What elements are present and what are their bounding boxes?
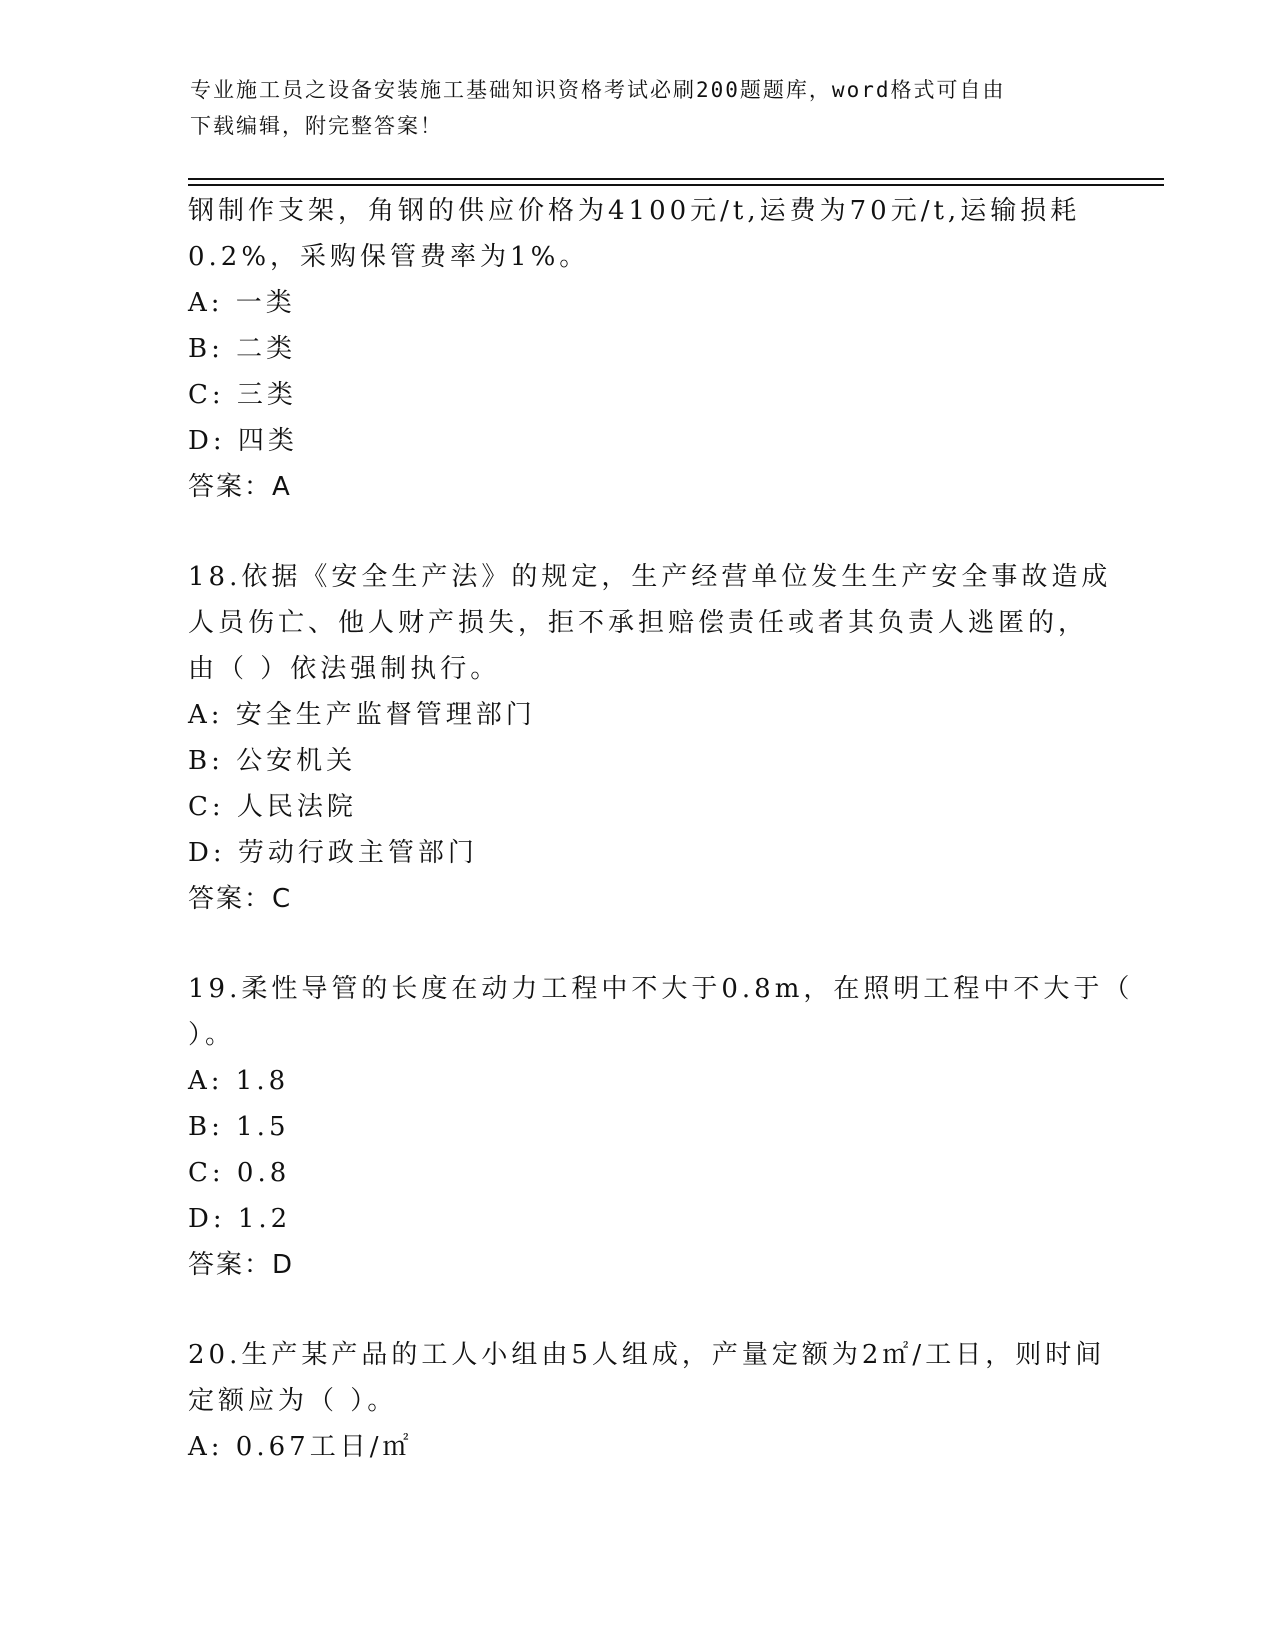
question-19-line-2: ）。 (188, 1020, 236, 1050)
header-line-2: 下载编辑，附完整答案！ (190, 114, 443, 138)
header-rule-top (188, 178, 1164, 180)
question-17-line-1: 钢制作支架，角钢的供应价格为4100元/t,运费为70元/t,运输损耗 (188, 196, 1081, 226)
question-18-line-1: 18.依据《安全生产法》的规定，生产经营单位发生生产安全事故造成 (188, 562, 1112, 592)
header-line-1: 专业施工员之设备安装施工基础知识资格考试必刷200题题库，word格式可自由 (190, 78, 1006, 102)
question-18-answer: 答案：C (188, 884, 293, 914)
question-18-option-b: B: 公安机关 (188, 746, 357, 776)
question-17 (188, 188, 1118, 510)
question-17-option-b: B: 二类 (188, 334, 297, 364)
question-19-option-d: D: 1.2 (188, 1204, 292, 1234)
question-17-option-c: C: 三类 (188, 380, 297, 410)
question-18-option-a: A: 安全生产监督管理部门 (188, 700, 536, 730)
question-19-option-b: B: 1.5 (188, 1112, 290, 1142)
question-content (188, 188, 1134, 1470)
question-20-line-1: 20.生产某产品的工人小组由5人组成，产量定额为2㎡/工日，则时间 (188, 1340, 1106, 1370)
spacer (188, 922, 1118, 966)
question-19-answer: 答案：D (188, 1250, 295, 1280)
question-17-answer: 答案：A (188, 472, 292, 502)
question-19-line-1: 19.柔性导管的长度在动力工程中不大于0.8m，在照明工程中不大于（ (188, 974, 1134, 1004)
question-17-option-d: D: 四类 (188, 426, 298, 456)
question-18-line-2: 人员伤亡、他人财产损失，拒不承担赔偿责任或者其负责人逃匿的， (188, 608, 1089, 638)
question-20 (188, 1332, 1118, 1470)
spacer (188, 1288, 1118, 1332)
question-17-option-a: A: 一类 (188, 288, 296, 318)
question-20-option-a: A: 0.67工日/㎡ (188, 1432, 413, 1462)
document-header (190, 72, 1090, 144)
question-19 (188, 966, 1134, 1288)
header-rule-bottom (188, 184, 1164, 186)
question-20-line-2: 定额应为（ ）。 (188, 1386, 398, 1416)
question-19-option-c: C: 0.8 (188, 1158, 291, 1188)
question-18 (188, 554, 1118, 922)
spacer (188, 510, 1118, 554)
question-17-line-2: 0.2%，采购保管费率为1%。 (188, 242, 590, 272)
question-18-line-3: 由（ ）依法强制执行。 (188, 654, 501, 684)
question-18-option-c: C: 人民法院 (188, 792, 357, 822)
question-19-option-a: A: 1.8 (188, 1066, 290, 1096)
question-18-option-d: D: 劳动行政主管部门 (188, 838, 478, 868)
